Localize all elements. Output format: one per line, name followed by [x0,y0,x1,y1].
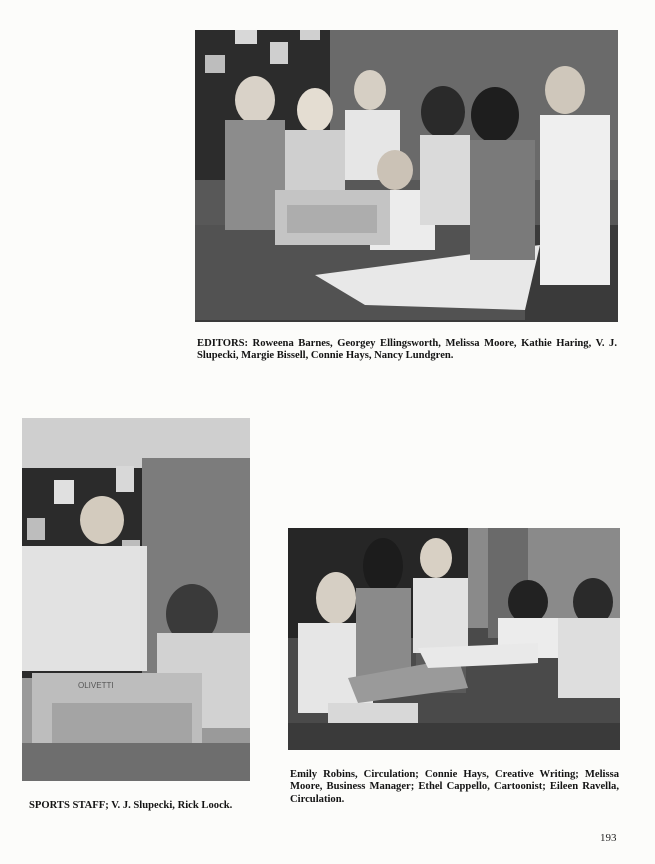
sports-staff-names: V. J. Slupecki, Rick Loock. [108,799,233,811]
typewriter-brand: OLIVETTI [78,681,114,690]
page-number: 193 [600,832,617,844]
editors-names: Roweena Barnes, Georgey Ellingsworth, Melissa Moore, Kathie Haring, V. J. Slupecki, Margie Bissell, Connie Hays, Nancy Lundgren. [197,337,617,362]
editors-label: EDITORS: [197,337,249,349]
staff-group-caption: Emily Robins, Circulation; Connie Hays, Creative Writing; Melissa Moore, Business Manager; Ethel Cappello, Cartoonist; Eileen Ravella, Circulation. [290,768,619,805]
editors-photo [195,30,618,322]
sports-staff-photo [22,418,250,781]
sports-staff-caption [29,800,259,813]
editors-caption [197,338,617,363]
staff-group-photo [288,528,620,750]
sports-staff-label: SPORTS STAFF; [29,799,109,811]
